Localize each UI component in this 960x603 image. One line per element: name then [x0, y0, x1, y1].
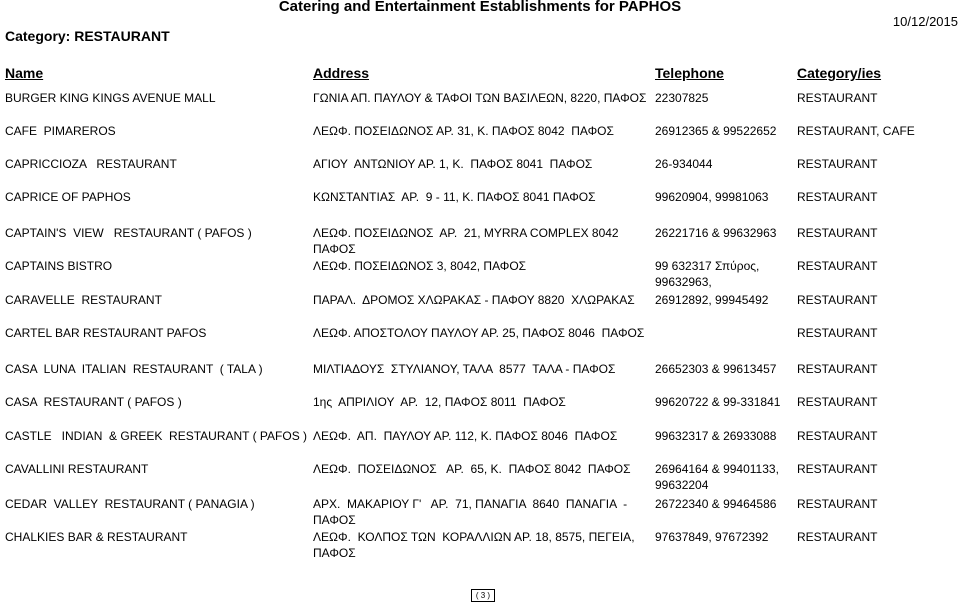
cell-name: BURGER KING KINGS AVENUE MALL: [5, 91, 216, 105]
cell-telephone: 99620722 & 99-331841: [655, 395, 781, 409]
page-number: ( 3 ): [471, 589, 495, 602]
cell-telephone: 26221716 & 99632963: [655, 226, 777, 240]
cell-category: RESTAURANT: [797, 497, 878, 511]
cell-category: RESTAURANT: [797, 91, 878, 105]
cell-name: CASTLE INDIAN & GREEK RESTAURANT ( PAFOS ): [5, 429, 308, 443]
cell-category: RESTAURANT: [797, 190, 878, 204]
cell-address: ΓΩΝΙΑ ΑΠ. ΠΑΥΛΟΥ & ΤΑΦΟΙ ΤΩΝ ΒΑΣΙΛΕΩΝ, 8220, ΠΑΦΟΣ: [313, 91, 647, 105]
cell-telephone: 26912365 & 99522652: [655, 124, 777, 138]
cell-telephone: 22307825: [655, 91, 709, 105]
cell-address: ΑΡΧ. ΜΑΚΑΡΙΟΥ Γ' ΑΡ. 71, ΠΑΝΑΓΙΑ 8640 ΠΑΝΑΓΙΑ - ΠΑΦΟΣ: [313, 497, 628, 527]
cell-category: RESTAURANT: [797, 530, 878, 544]
cell-address: ΛΕΩΦ. ΠΟΣΕΙΔΩΝΟΣ ΑΡ. 65, Κ. ΠΑΦΟΣ 8042 ΠΑΦΟΣ: [313, 462, 631, 476]
cell-address: ΛΕΩΦ. ΑΠΟΣΤΟΛΟΥ ΠΑΥΛΟΥ ΑΡ. 25, ΠΑΦΟΣ 8046 ΠΑΦΟΣ: [313, 326, 645, 340]
cell-address: ΛΕΩΦ. ΠΟΣΕΙΔΩΝΟΣ 3, 8042, ΠΑΦΟΣ: [313, 259, 527, 273]
cell-telephone: 26-934044: [655, 157, 713, 171]
cell-name: CAPTAINS BISTRO: [5, 259, 113, 273]
cell-telephone: 26652303 & 99613457: [655, 362, 777, 376]
cell-name: CASA RESTAURANT ( PAFOS ): [5, 395, 182, 409]
cell-category: RESTAURANT, CAFE: [797, 124, 915, 138]
cell-category: RESTAURANT: [797, 429, 878, 443]
cell-telephone: 26722340 & 99464586: [655, 497, 777, 511]
cell-name: CEDAR VALLEY RESTAURANT ( PANAGIA ): [5, 497, 255, 511]
cell-category: RESTAURANT: [797, 326, 878, 340]
column-header-telephone: Telephone: [655, 65, 724, 81]
column-header-category: Category/ies: [797, 65, 882, 81]
cell-telephone: 26912892, 99945492: [655, 293, 769, 307]
cell-telephone: 26964164 & 99401133, 99632204: [655, 462, 779, 492]
cell-name: CAVALLINI RESTAURANT: [5, 462, 149, 476]
report-date: 10/12/2015: [892, 14, 958, 29]
cell-address: ΑΓΙΟΥ ΑΝΤΩΝΙΟΥ ΑΡ. 1, Κ. ΠΑΦΟΣ 8041 ΠΑΦΟΣ: [313, 157, 593, 171]
cell-address: ΠΑΡΑΛ. ΔΡΟΜΟΣ ΧΛΩΡΑΚΑΣ - ΠΑΦΟΥ 8820 ΧΛΩΡΑΚΑΣ: [313, 293, 635, 307]
cell-address: ΜΙΛΤΙΑΔΟΥΣ ΣΤΥΛΙΑΝΟΥ, ΤΑΛΑ 8577 ΤΑΛΑ - ΠΑΦΟΣ: [313, 362, 616, 376]
cell-telephone: 97637849, 97672392: [655, 530, 769, 544]
cell-category: RESTAURANT: [797, 395, 878, 409]
cell-name: CAPRICCIOZA RESTAURANT: [5, 157, 177, 171]
cell-telephone: 99 632317 Σπύρος, 99632963,: [655, 259, 760, 289]
cell-category: RESTAURANT: [797, 259, 878, 273]
cell-name: CASA LUNA ITALIAN RESTAURANT ( TALA ): [5, 362, 263, 376]
cell-category: RESTAURANT: [797, 226, 878, 240]
cell-category: RESTAURANT: [797, 362, 878, 376]
cell-name: CAPRICE OF PAPHOS: [5, 190, 131, 204]
cell-address: 1ης ΑΠΡΙΛΙΟΥ ΑΡ. 12, ΠΑΦΟΣ 8011 ΠΑΦΟΣ: [313, 395, 566, 409]
cell-telephone: 99620904, 99981063: [655, 190, 769, 204]
category-label: Category: RESTAURANT: [5, 28, 170, 44]
column-header-address: Address: [313, 65, 370, 81]
cell-address: ΚΩΝΣΤΑΝΤΙΑΣ ΑΡ. 9 - 11, Κ. ΠΑΦΟΣ 8041 ΠΑΦΟΣ: [313, 190, 596, 204]
cell-name: CAPTAIN'S VIEW RESTAURANT ( PAFOS ): [5, 226, 252, 240]
cell-name: CARAVELLE RESTAURANT: [5, 293, 162, 307]
cell-address: ΛΕΩΦ. ΠΟΣΕΙΔΩΝΟΣ ΑΡ. 21, MYRRA COMPLEX 8042 ΠΑΦΟΣ: [313, 226, 619, 256]
cell-name: CHALKIES BAR & RESTAURANT: [5, 530, 188, 544]
cell-address: ΛΕΩΦ. ΠΟΣΕΙΔΩΝΟΣ ΑΡ. 31, Κ. ΠΑΦΟΣ 8042 ΠΑΦΟΣ: [313, 124, 614, 138]
cell-address: ΛΕΩΦ. ΑΠ. ΠΑΥΛΟΥ ΑΡ. 112, Κ. ΠΑΦΟΣ 8046 ΠΑΦΟΣ: [313, 429, 618, 443]
cell-category: RESTAURANT: [797, 157, 878, 171]
cell-name: CAFE PIMAREROS: [5, 124, 116, 138]
cell-telephone: 99632317 & 26933088: [655, 429, 777, 443]
cell-category: RESTAURANT: [797, 293, 878, 307]
cell-address: ΛΕΩΦ. ΚΟΛΠΟΣ ΤΩΝ ΚΟΡΑΛΛΙΩΝ ΑΡ. 18, 8575, ΠΕΓΕΙΑ, ΠΑΦΟΣ: [313, 530, 635, 560]
page-title: Catering and Entertainment Establishments for PAPHOS: [278, 0, 682, 15]
cell-name: CARTEL BAR RESTAURANT PAFOS: [5, 326, 207, 340]
column-header-name: Name: [5, 65, 44, 81]
cell-category: RESTAURANT: [797, 462, 878, 476]
